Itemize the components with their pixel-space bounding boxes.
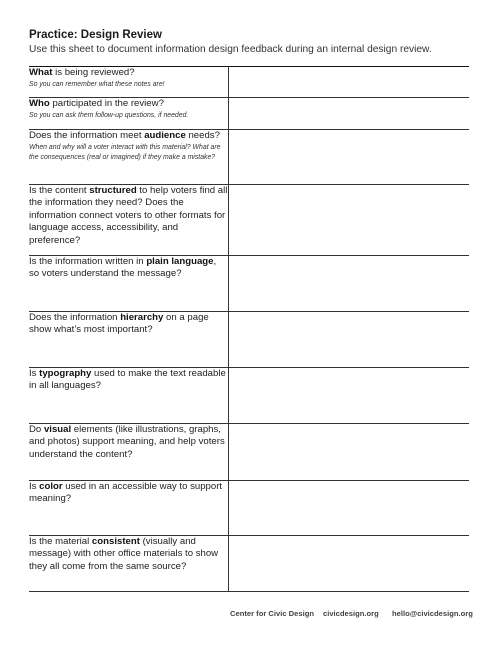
question-text: Is typography used to make the text readable in all languages? bbox=[29, 368, 226, 392]
question-cell bbox=[29, 185, 229, 256]
answer-cell[interactable] bbox=[229, 368, 470, 424]
question-text: Is the information written in plain language, so voters understand the message? bbox=[29, 256, 217, 280]
question-keyword: What bbox=[29, 67, 53, 78]
answer-cell[interactable] bbox=[229, 536, 470, 592]
review-row bbox=[29, 312, 469, 368]
question-cell bbox=[29, 536, 229, 592]
answer-cell[interactable] bbox=[229, 67, 470, 98]
answer-cell[interactable] bbox=[229, 424, 470, 481]
question-cell bbox=[29, 98, 229, 130]
question-keyword: visual bbox=[43, 424, 72, 435]
question-keyword: Who bbox=[29, 98, 50, 109]
question-cell bbox=[29, 481, 229, 536]
question-keyword: plain language bbox=[146, 256, 214, 267]
question-cell bbox=[29, 312, 229, 368]
question-text: Does the information hierarchy on a page show what’s most important? bbox=[29, 312, 209, 336]
question-cell bbox=[29, 67, 229, 98]
question-text: Does the information meet audience needs? bbox=[29, 130, 220, 141]
footer-org: Center for Civic Design bbox=[230, 609, 314, 618]
answer-cell[interactable] bbox=[229, 185, 470, 256]
question-keyword: structured bbox=[89, 185, 137, 196]
question-text: Is the content structured to help voters find all the information they need? Does the information connect voters to other formats for language access, accessibility, and preference? bbox=[29, 185, 228, 246]
review-table bbox=[29, 66, 469, 592]
question-text: Who participated in the review? bbox=[29, 98, 164, 109]
question-cell bbox=[29, 368, 229, 424]
review-row bbox=[29, 424, 469, 481]
review-row bbox=[29, 67, 469, 98]
question-keyword: audience bbox=[144, 130, 186, 141]
question-text: Do visual elements (like illustrations, graphs, and photos) support meaning, and help voters understand the content? bbox=[29, 424, 225, 460]
review-row bbox=[29, 481, 469, 536]
question-cell bbox=[29, 130, 229, 185]
answer-cell[interactable] bbox=[229, 130, 470, 185]
question-keyword: consistent bbox=[91, 536, 140, 547]
question-hint: So you can ask them follow-up questions, if needed. bbox=[29, 112, 189, 120]
page-title: Practice: Design Review bbox=[29, 29, 162, 41]
review-row bbox=[29, 368, 469, 424]
review-row bbox=[29, 536, 469, 592]
question-hint: So you can remember what these notes are! bbox=[29, 81, 165, 89]
question-text: What is being reviewed? bbox=[29, 67, 135, 78]
answer-cell[interactable] bbox=[229, 312, 470, 368]
answer-cell[interactable] bbox=[229, 256, 470, 312]
question-keyword: hierarchy bbox=[120, 312, 164, 323]
question-text: Is the material consistent (visually and message) with other office materials to show they all come from the same source? bbox=[29, 536, 219, 572]
question-cell bbox=[29, 256, 229, 312]
review-row bbox=[29, 98, 469, 130]
review-row bbox=[29, 185, 469, 256]
review-row bbox=[29, 256, 469, 312]
question-hint: When and why will a voter interact with this material? What are the consequences (real or imagined) if they make a mistake? bbox=[29, 144, 221, 161]
question-keyword: color bbox=[39, 481, 63, 492]
footer-website[interactable]: civicdesign.org bbox=[323, 609, 379, 618]
question-text: Is color used in an accessible way to support meaning? bbox=[29, 481, 223, 505]
page-subtitle: Use this sheet to document information design feedback during an internal design review. bbox=[29, 44, 432, 55]
question-cell bbox=[29, 424, 229, 481]
question-keyword: typography bbox=[39, 368, 92, 379]
answer-cell[interactable] bbox=[229, 98, 470, 130]
review-row bbox=[29, 130, 469, 185]
answer-cell[interactable] bbox=[229, 481, 470, 536]
footer-email[interactable]: hello@civicdesign.org bbox=[392, 609, 473, 618]
